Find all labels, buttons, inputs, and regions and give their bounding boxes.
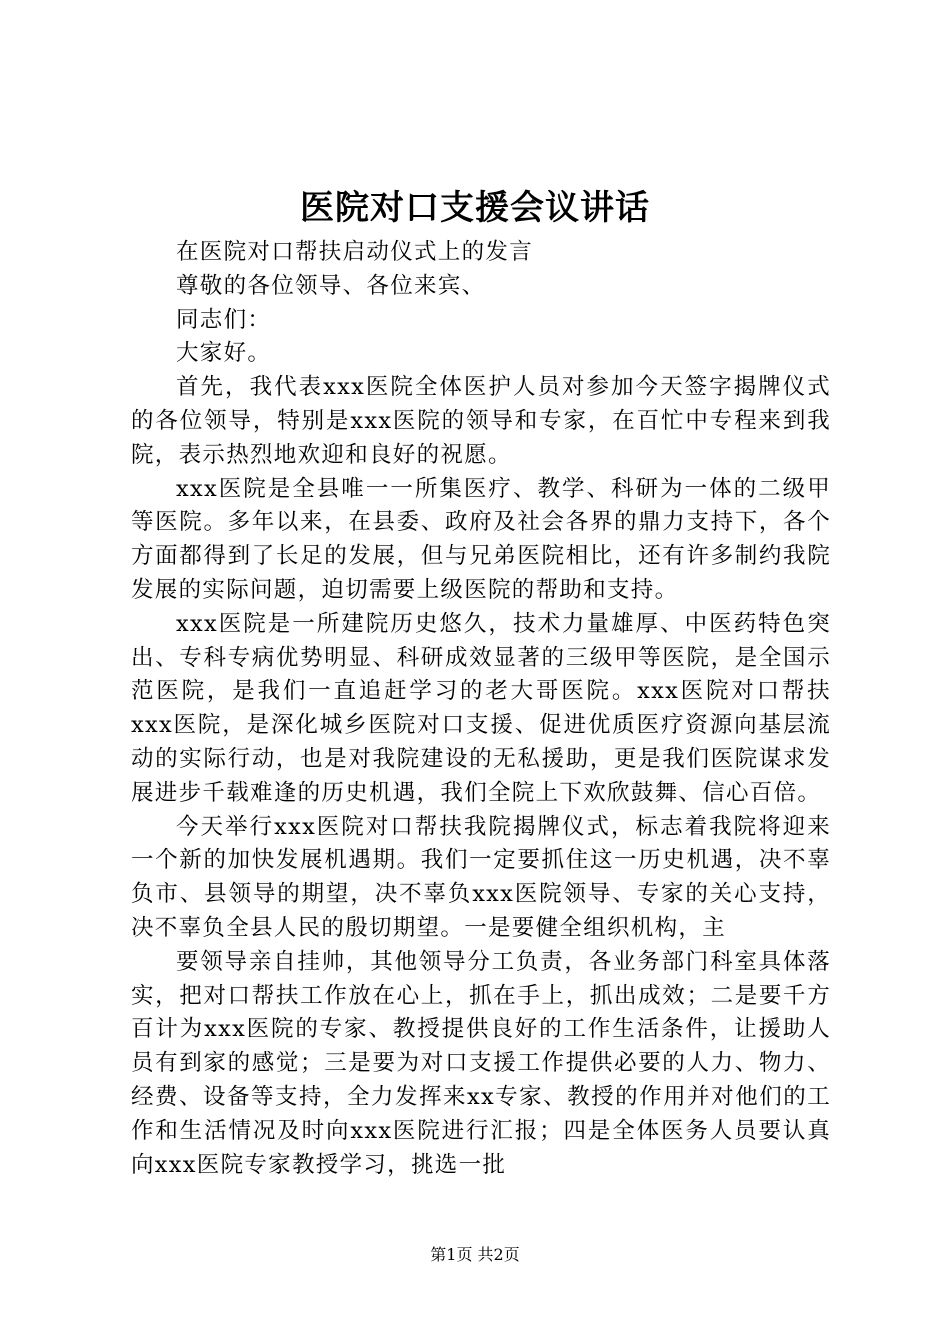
paragraph-ceremony: 今天举行xxx医院对口帮扶我院揭牌仪式，标志着我院将迎来一个新的加快发展机遇期。我们一定要抓住这一历史机遇，决不辜负市、县领导的期望，决不辜负xxx医院领导、专家的关心支持，决不辜负全县人民的殷切期望。一是要健全组织机构，主 <box>131 813 831 941</box>
paragraph-welcome: 首先，我代表xxx医院全体医护人员对参加今天签字揭牌仪式的各位领导，特别是xxx医院的领导和专家，在百忙中专程来到我院，表示热烈地欢迎和良好的祝愿。 <box>131 374 831 468</box>
paragraph-subtitle: 在医院对口帮扶启动仪式上的发言 <box>176 239 534 265</box>
document-body <box>131 236 831 1182</box>
paragraph-measures: 要领导亲自挂帅，其他领导分工负责，各业务部门科室具体落实，把对口帮扶工作放在心上，抓在手上，抓出成效；二是要千方百计为xxx医院的专家、教授提供良好的工作生活条件，让援助人员有到家的感觉；三是要为对口支援工作提供必要的人力、物力、经费、设备等支持，全力发挥来xx专家、教授的作用并对他们的工作和生活情况及时向xxx医院进行汇报；四是全体医务人员要认真向xxx医院专家教授学习，挑选一批 <box>131 948 831 1178</box>
paragraph-partner-hospital: xxx医院是一所建院历史悠久，技术力量雄厚、中医药特色突出、专科专病优势明显、科研成效显著的三级甲等医院，是全国示范医院，是我们一直追赶学习的老大哥医院。xxx医院对口帮扶xxx医院，是深化城乡医院对口支援、促进优质医疗资源向基层流动的实际行动，也是对我院建设的无私援助，更是我们医院谋求发展进步千载难逢的历史机遇，我们全院上下欢欣鼓舞、信心百倍。 <box>131 610 831 806</box>
paragraph-salutation: 尊敬的各位领导、各位来宾、 <box>176 272 486 299</box>
paragraph-comrades: 同志们： <box>176 306 272 333</box>
paragraph-greeting: 大家好。 <box>176 340 272 367</box>
document-title: 医院对口支援会议讲话 <box>300 188 650 228</box>
paragraph-hospital-intro: xxx医院是全县唯一一所集医疗、教学、科研为一体的二级甲等医院。多年以来，在县委、政府及社会各界的鼎力支持下，各个方面都得到了长足的发展，但与兄弟医院相比，还有许多制约我院发展的实际问题，迫切需要上级医院的帮助和支持。 <box>131 475 831 603</box>
page-number: 第1页 共2页 <box>430 1245 520 1264</box>
